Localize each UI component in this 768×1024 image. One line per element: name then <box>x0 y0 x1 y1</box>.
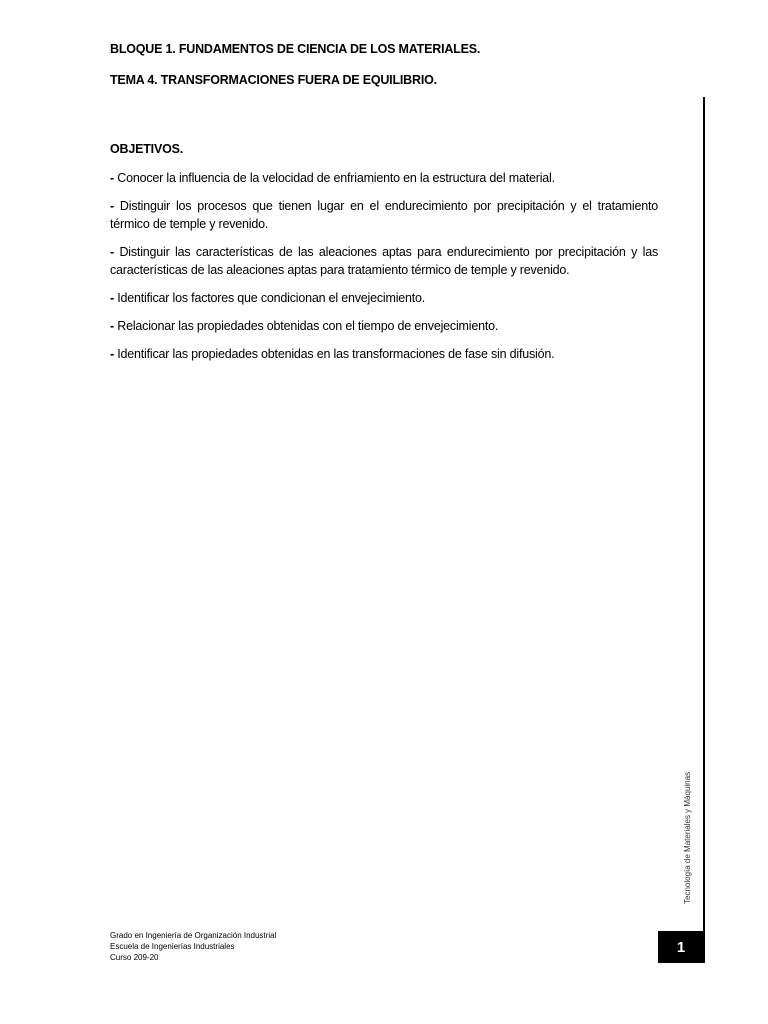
objective-dash: - <box>110 199 114 213</box>
footer-degree: Grado en Ingeniería de Organización Industrial <box>110 931 277 940</box>
objective-item <box>110 289 658 307</box>
objective-text: Distinguir las características de las aleaciones aptas para endurecimiento por precipitación y las características de las aleaciones aptas para tratamiento térmico de temple y revenido. <box>110 245 658 277</box>
objective-text: Relacionar las propiedades obtenidas con el tiempo de envejecimiento. <box>117 319 499 333</box>
objective-dash: - <box>110 319 114 333</box>
footer-school: Escuela de Ingenierías Industriales <box>110 942 235 951</box>
objective-dash: - <box>110 291 114 305</box>
objective-text: Distinguir los procesos que tienen lugar en el endurecimiento por precipitación y el tratamiento térmico de temple y revenido. <box>110 199 658 231</box>
objective-text: Identificar los factores que condicionan el envejecimiento. <box>117 291 426 305</box>
footer-course: Curso 209-20 <box>110 953 159 962</box>
topic-title: TEMA 4. TRANSFORMACIONES FUERA DE EQUILIBRIO. <box>110 73 437 87</box>
objective-item <box>110 169 658 187</box>
margin-rule <box>703 97 705 963</box>
objective-text: Conocer la influencia de la velocidad de enfriamiento en la estructura del material. <box>117 171 555 185</box>
objective-text: Identificar las propiedades obtenidas en las transformaciones de fase sin difusión. <box>117 347 555 361</box>
objective-dash: - <box>110 171 114 185</box>
objective-item <box>110 345 658 363</box>
objective-dash: - <box>110 347 114 361</box>
objective-item <box>110 197 658 233</box>
objectives-heading: OBJETIVOS. <box>110 142 184 156</box>
objective-item <box>110 317 658 335</box>
side-course-label: Tecnología de Materiales y Máquinas <box>683 771 692 904</box>
objective-item <box>110 243 658 279</box>
block-title: BLOQUE 1. FUNDAMENTOS DE CIENCIA DE LOS MATERIALES. <box>110 42 481 56</box>
footer <box>110 930 276 963</box>
page-number: 1 <box>658 931 704 963</box>
objectives-list <box>110 169 658 373</box>
objective-dash: - <box>110 245 114 259</box>
